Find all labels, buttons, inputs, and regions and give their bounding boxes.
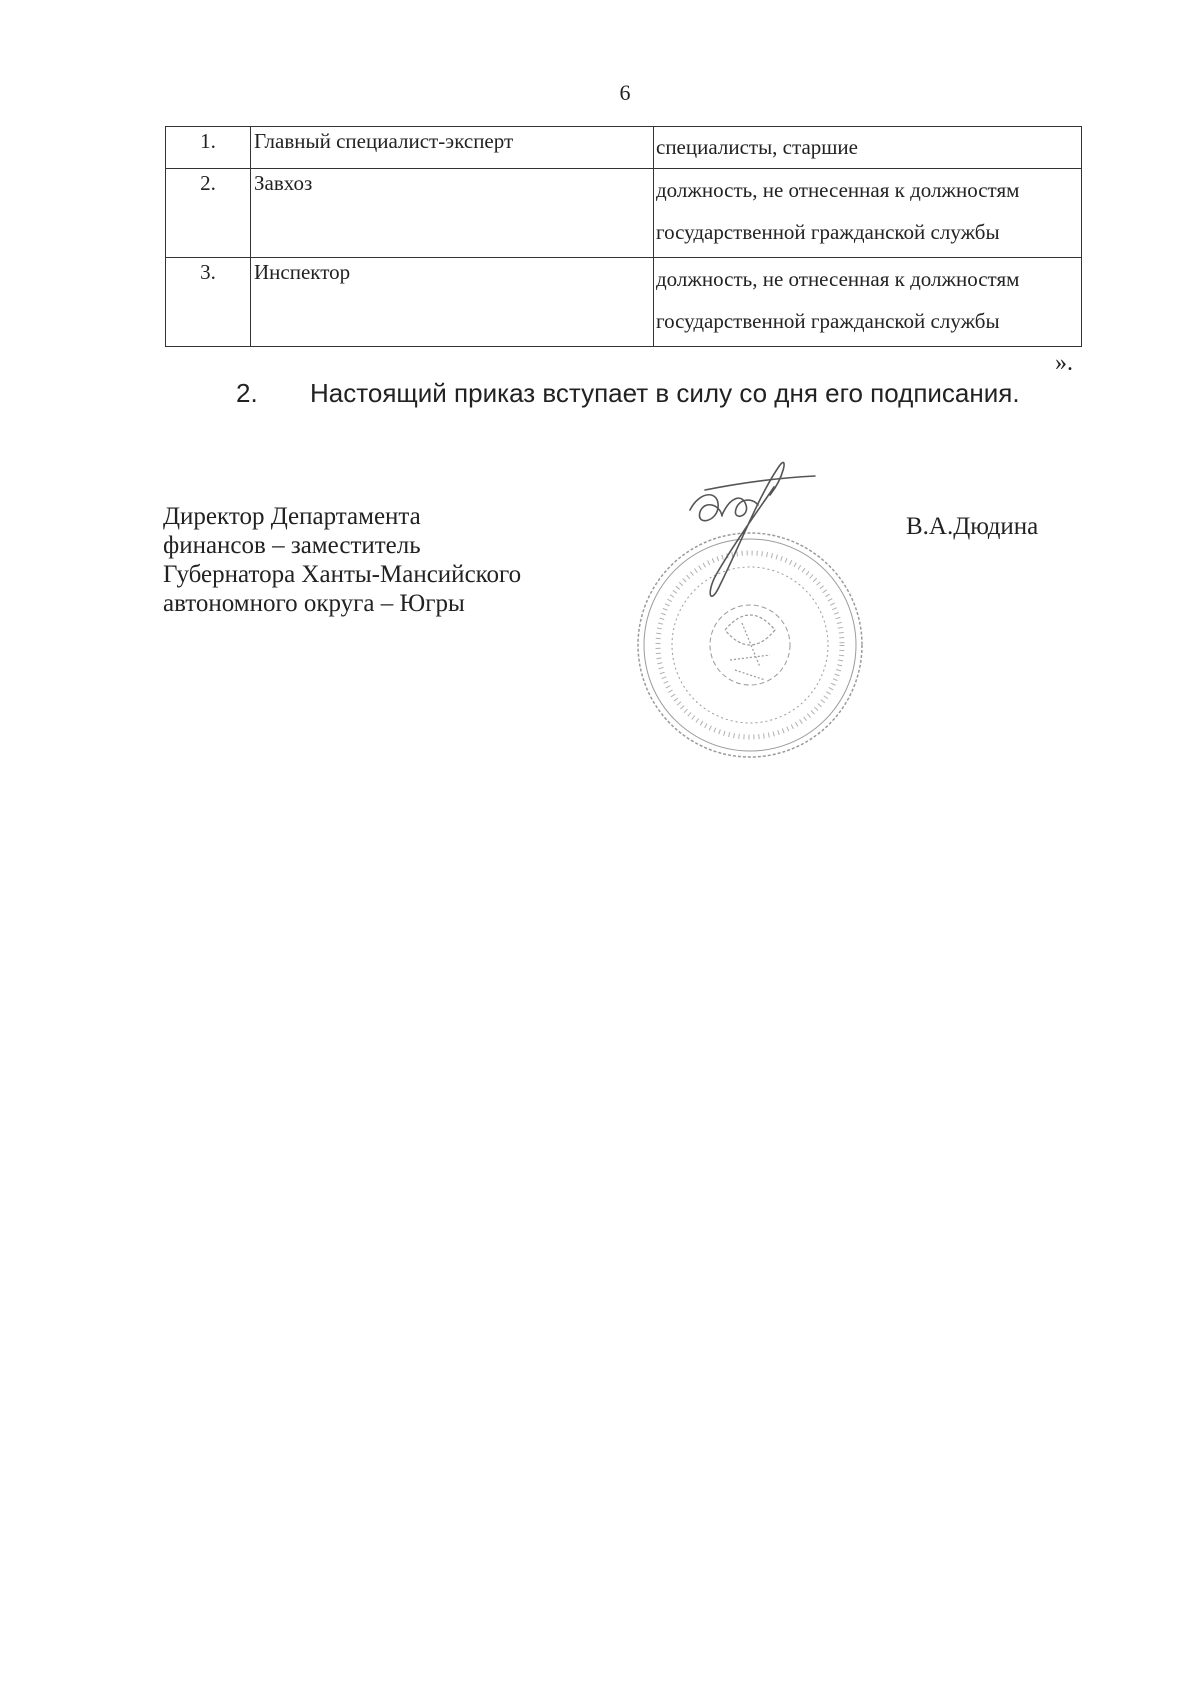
handwritten-signature-icon	[690, 462, 815, 596]
signatory-position-line: Директор Департамента	[163, 503, 421, 530]
position-category	[654, 258, 1082, 347]
position-title-text: Главный специалист-эксперт	[254, 129, 514, 153]
signer-name: В.А.Дюдина	[906, 513, 1039, 540]
row-number: 2.	[166, 169, 251, 258]
signatory-position-line: Губернатора Ханты-Мансийского	[163, 561, 522, 588]
table-row	[166, 127, 1082, 169]
row-number: 3.	[166, 258, 251, 347]
official-seal-icon	[630, 455, 880, 775]
positions-table	[165, 126, 1082, 347]
category-line: государственной гражданской службы	[656, 309, 1000, 333]
closing-quote: ».	[1055, 350, 1073, 376]
table-row	[166, 169, 1082, 258]
category-line: специалисты, старшие	[656, 135, 858, 159]
clause-number: 2.	[236, 378, 258, 408]
signatory-position-line: автономного округа – Югры	[163, 590, 465, 617]
position-title	[251, 258, 654, 347]
position-title	[251, 169, 654, 258]
position-category	[654, 127, 1082, 169]
position-title	[251, 127, 654, 169]
page-number: 6	[619, 80, 631, 105]
category-line: государственной гражданской службы	[656, 220, 1000, 244]
category-line: должность, не отнесенная к должностям	[656, 267, 1020, 291]
position-category	[654, 169, 1082, 258]
position-title-text: Инспектор	[254, 260, 351, 284]
position-title-text: Завхоз	[254, 171, 313, 195]
table-row	[166, 258, 1082, 347]
signatory-position	[163, 502, 521, 618]
signatory-position-line: финансов – заместитель	[163, 532, 421, 559]
row-number: 1.	[166, 127, 251, 169]
stamp-seal	[638, 533, 862, 757]
clause-text: Настоящий приказ вступает в силу со дня его подписания.	[310, 378, 1020, 408]
category-line: должность, не отнесенная к должностям	[656, 178, 1020, 202]
